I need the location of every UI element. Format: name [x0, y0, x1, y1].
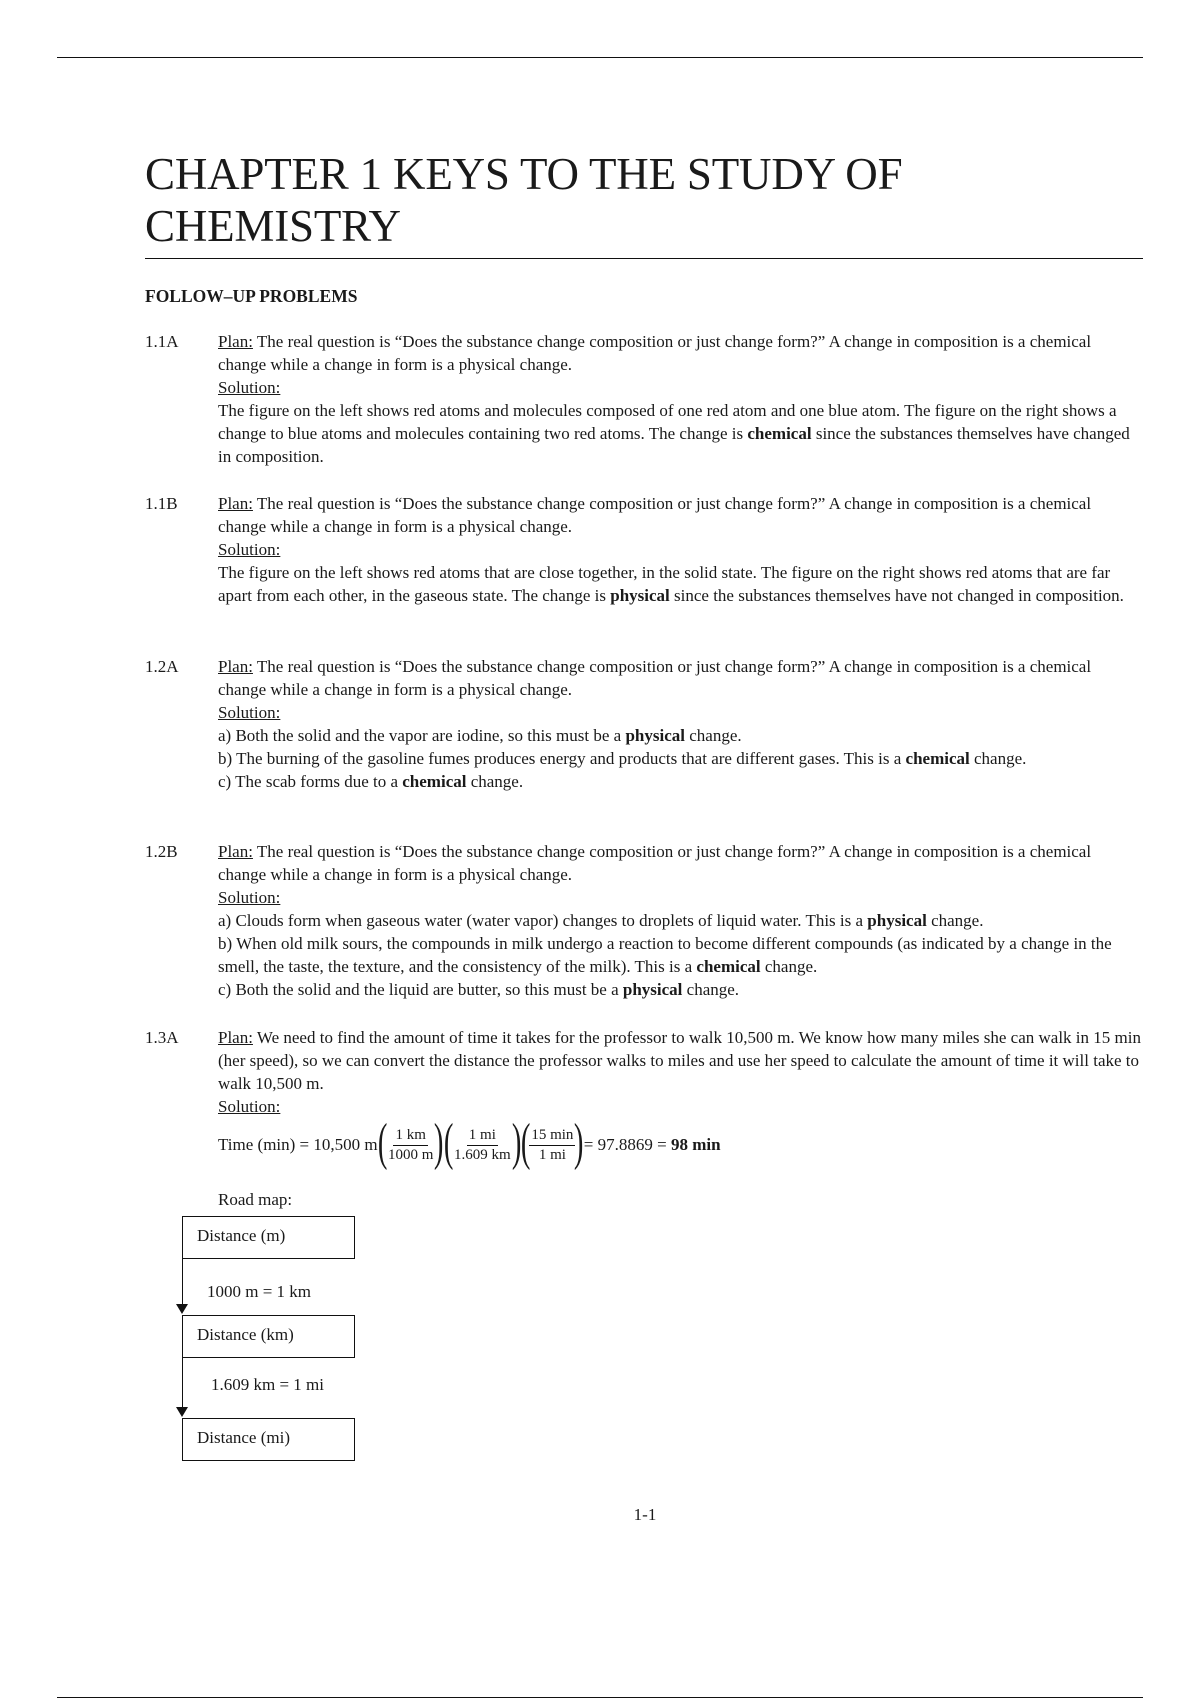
plan-paragraph	[218, 840, 1143, 886]
item-text-post: change.	[969, 749, 1027, 768]
item-text-pre: b) The burning of the gasoline fumes produces energy and products that are different gases. This is a	[218, 749, 906, 768]
denominator: 1000 m	[387, 1146, 434, 1163]
problem-body	[218, 1026, 1143, 1118]
solution-item-a	[218, 724, 1143, 747]
solution-label: Solution:	[218, 1097, 281, 1116]
problem-body	[218, 330, 1143, 468]
roadmap-connector-1	[182, 1259, 183, 1305]
solution-item-b	[218, 747, 1143, 770]
bottom-rule	[57, 1697, 1143, 1698]
plan-text: The real question is “Does the substance change composition or just change form?” A change in composition is a chemical change while a change in form is a physical change.	[218, 842, 1092, 884]
item-keyword: physical	[625, 726, 685, 745]
plan-paragraph	[218, 655, 1143, 701]
plan-label: Plan:	[218, 332, 253, 351]
solution-text-post: since the substances themselves have not changed in composition.	[669, 586, 1124, 605]
plan-label: Plan:	[218, 657, 253, 676]
fraction	[386, 1126, 435, 1165]
denominator: 1 mi	[538, 1146, 566, 1163]
item-keyword: chemical	[402, 772, 467, 791]
roadmap-box-distance-km: Distance (km)	[182, 1315, 355, 1358]
solution-text	[218, 561, 1143, 607]
plan-label: Plan:	[218, 494, 253, 513]
problem-number: 1.3A	[145, 1028, 179, 1047]
right-paren: )	[574, 1114, 584, 1171]
plan-label: Plan:	[218, 842, 253, 861]
solution-label: Solution:	[218, 540, 281, 559]
right-paren: )	[511, 1114, 522, 1171]
solution-text-pre: The figure on the left shows red atoms that are close together, in the solid state. The figure on the right shows red atoms that are far apart from each other, in the gaseous state. The change is	[218, 563, 1111, 605]
plan-text: The real question is “Does the substance change composition or just change form?” A change in composition is a chemical change while a change in form is a physical change.	[218, 494, 1092, 536]
plan-paragraph	[218, 492, 1143, 538]
solution-text	[218, 399, 1143, 468]
solution-label: Solution:	[218, 888, 281, 907]
solution-label-line	[218, 538, 1143, 561]
item-text-pre: a) Both the solid and the vapor are iodine, so this must be a	[218, 726, 626, 745]
problem-body	[218, 492, 1143, 607]
section-heading: FOLLOW–UP PROBLEMS	[145, 286, 358, 306]
roadmap-conversion-2: 1.609 km = 1 mi	[211, 1375, 325, 1394]
problem-body	[218, 840, 1143, 1001]
roadmap-box-distance-mi: Distance (mi)	[182, 1418, 355, 1461]
title-rule	[145, 258, 1143, 259]
solution-label: Solution:	[218, 703, 281, 722]
problem-number: 1.2B	[145, 842, 178, 861]
left-paren: (	[443, 1114, 454, 1171]
plan-paragraph	[218, 1026, 1143, 1095]
solution-keyword: chemical	[747, 424, 812, 443]
right-paren: )	[434, 1114, 444, 1171]
page-number: 1-1	[633, 1505, 657, 1524]
problem-body	[218, 655, 1143, 793]
plan-label: Plan:	[218, 1028, 253, 1047]
roadmap-arrow-1-icon	[176, 1304, 188, 1314]
equation-answer: 98 min	[670, 1135, 721, 1154]
solution-item-c	[218, 770, 1143, 793]
conversion-factor-2	[443, 1114, 522, 1171]
plan-text: The real question is “Does the substance change composition or just change form?” A change in composition is a chemical change while a change in form is a physical change.	[218, 657, 1092, 699]
plan-text: We need to find the amount of time it takes for the professor to walk 10,500 m. We know how many miles she can walk in 15 min (her speed), so we can convert the distance the professor walks to miles and use her speed to calculate the amount of time it will take to walk 10,500 m.	[218, 1028, 1141, 1093]
roadmap-conversion-1: 1000 m = 1 km	[207, 1282, 312, 1301]
item-text-post: change.	[760, 957, 818, 976]
left-paren: (	[520, 1114, 531, 1171]
plan-text: The real question is “Does the substance change composition or just change form?” A change in composition is a chemical change while a change in form is a physical change.	[218, 332, 1092, 374]
time-equation	[218, 1114, 721, 1172]
solution-item-c	[218, 978, 1143, 1001]
solution-item-a	[218, 909, 1143, 932]
item-keyword: physical	[867, 911, 927, 930]
solution-label-line	[218, 1095, 1143, 1118]
left-paren: (	[377, 1114, 388, 1171]
item-keyword: physical	[622, 980, 683, 999]
item-text-pre: c) The scab forms due to a	[218, 772, 403, 791]
item-text-post: change.	[926, 911, 984, 930]
solution-item-b	[218, 932, 1143, 978]
chapter-title	[145, 148, 1145, 252]
problem-number: 1.1B	[145, 494, 178, 513]
numerator: 1 mi	[467, 1126, 498, 1146]
item-text-pre: c) Both the solid and the liquid are butter, so this must be a	[218, 980, 623, 999]
numerator: 15 min	[529, 1126, 575, 1146]
solution-label-line	[218, 701, 1143, 724]
chapter-title-line-1: CHAPTER 1 KEYS TO THE STUDY OF	[145, 149, 903, 199]
item-keyword: chemical	[905, 749, 970, 768]
conversion-factor-3	[520, 1114, 584, 1171]
solution-keyword: physical	[610, 586, 670, 605]
item-keyword: chemical	[696, 957, 761, 976]
solution-label-line	[218, 886, 1143, 909]
denominator: 1.609 km	[454, 1146, 511, 1163]
solution-text-post: since the substances themselves have changed in composition.	[218, 424, 1130, 466]
problem-number: 1.2A	[145, 657, 179, 676]
fraction	[452, 1126, 513, 1165]
item-text-post: change.	[684, 726, 742, 745]
roadmap-label: Road map:	[218, 1190, 293, 1209]
numerator: 1 km	[393, 1126, 427, 1146]
roadmap-connector-2	[182, 1358, 183, 1408]
equation-lhs: Time (min) = 10,500 m	[218, 1135, 378, 1154]
roadmap-arrow-2-icon	[176, 1407, 188, 1417]
item-text-post: change.	[682, 980, 740, 999]
item-text-post: change.	[466, 772, 524, 791]
item-text-pre: a) Clouds form when gaseous water (water vapor) changes to droplets of liquid water. This is a	[218, 911, 868, 930]
solution-text-pre: The figure on the left shows red atoms and molecules composed of one red atom and one blue atom. The figure on the right shows a change to blue atoms and molecules containing two red atoms. The change is	[218, 401, 1117, 443]
plan-paragraph	[218, 330, 1143, 376]
fraction	[529, 1126, 575, 1165]
solution-label: Solution:	[218, 378, 281, 397]
equation-rhs: = 97.8869 =	[583, 1135, 671, 1154]
solution-label-line	[218, 376, 1143, 399]
top-rule	[57, 57, 1143, 58]
item-text-pre: b) When old milk sours, the compounds in milk undergo a reaction to become different compounds (as indicated by a change in the smell, the taste, the texture, and the consistency of the milk). This is a	[218, 934, 1112, 976]
problem-number: 1.1A	[145, 332, 179, 351]
conversion-factor-1	[377, 1114, 444, 1171]
chapter-title-line-2: CHEMISTRY	[145, 201, 401, 251]
roadmap-box-distance-m: Distance (m)	[182, 1216, 355, 1259]
